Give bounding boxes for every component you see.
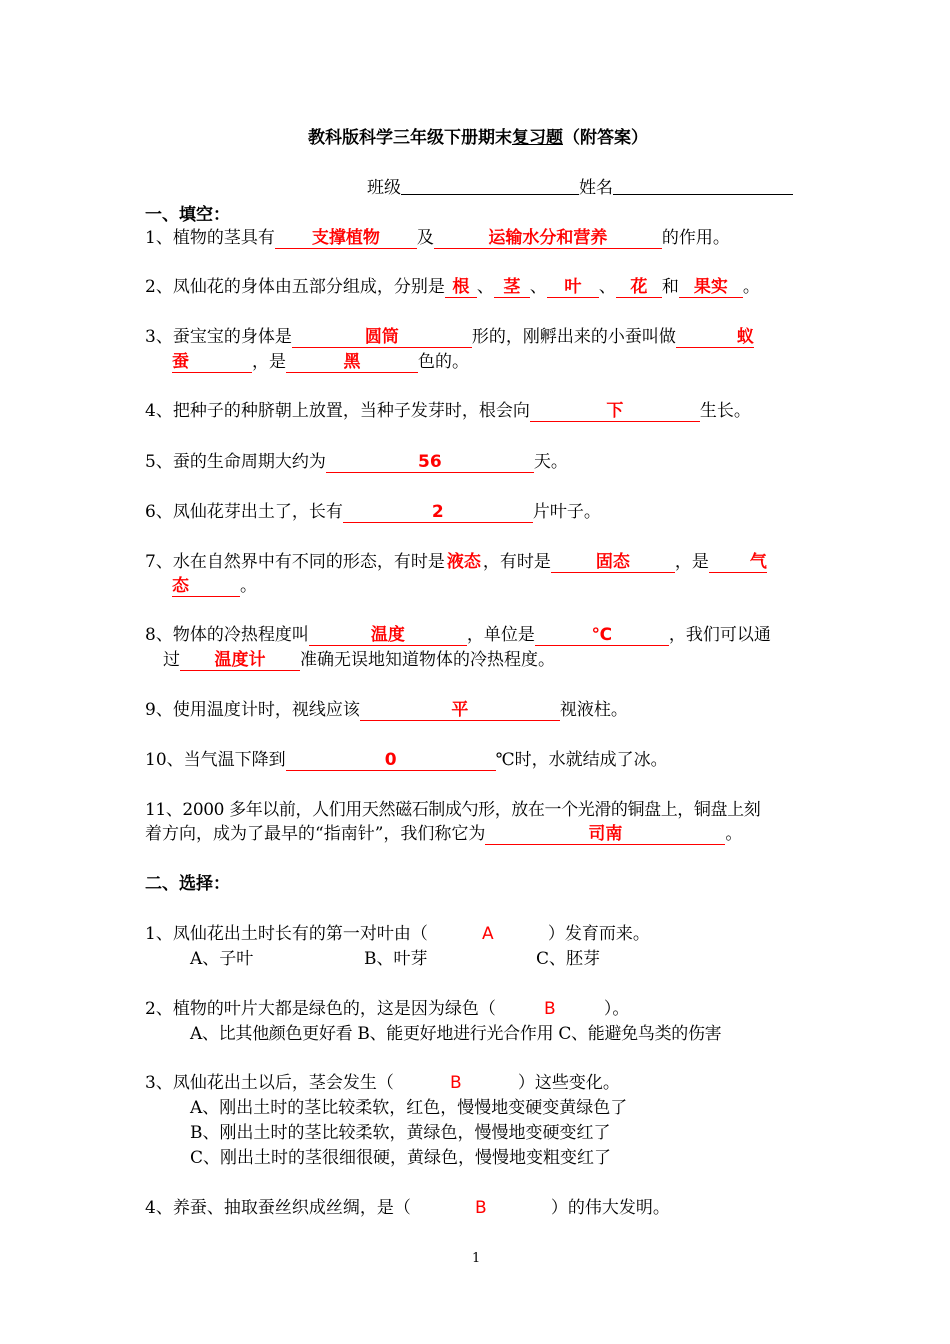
question-fill-9 (145, 699, 628, 721)
q2-answer-3: 叶 (547, 277, 599, 298)
q2-answer-1: 根 (445, 277, 477, 298)
q3-text-b: 形的，刚孵出来的小蚕叫做 (471, 327, 676, 347)
q4-text-b: 生长。 (699, 401, 751, 421)
q4-answer: 下 (530, 401, 700, 422)
q8-text-c: ，我们可以通 (668, 625, 771, 645)
q8-text-e: 准确无误地知道物体的冷热程度。 (300, 650, 555, 670)
q6-text-a: 6、凤仙花芽出土了，长有 (145, 502, 343, 522)
name-label: 姓名 (579, 178, 613, 198)
choice-2-options[interactable]: A、比其他颜色更好看 B、能更好地进行光合作用 C、能避免鸟类的伤害 (190, 1024, 722, 1044)
q7-text-c: ，是 (674, 552, 709, 572)
q2-and: 和 (661, 277, 679, 297)
c4-answer: B (474, 1198, 487, 1218)
q10-text-b: ℃时，水就结成了冰。 (495, 750, 668, 770)
page-number: 1 (472, 1251, 481, 1266)
question-fill-3-cont (172, 351, 469, 373)
q7-answer-2: 固态 (551, 552, 675, 573)
q1-text-c: 的作用。 (661, 228, 730, 248)
q2-answer-2: 茎 (494, 277, 530, 298)
section-heading-choice: 二、选择： (145, 874, 230, 894)
q1-text-a: 1、植物的茎具有 (145, 228, 275, 248)
q8-answer-2: ℃ (535, 625, 669, 646)
q2-end: 。 (742, 277, 760, 297)
question-fill-3 (145, 326, 754, 348)
q6-text-b: 片叶子。 (532, 502, 601, 522)
question-fill-7 (145, 551, 767, 573)
question-fill-5 (145, 451, 568, 473)
q1-text-b: 及 (416, 228, 434, 248)
c1-text-b: ）发育而来。 (547, 924, 650, 944)
q11-answer: 司南 (485, 824, 725, 845)
c1-option-b[interactable]: B、叶芽 (364, 949, 428, 969)
q5-answer: 56 (326, 452, 534, 473)
class-label: 班级 (367, 178, 401, 198)
q1-answer-1 (275, 228, 417, 249)
question-fill-2 (145, 276, 760, 298)
q2-answer-5: 果实 (679, 277, 743, 298)
question-fill-6 (145, 501, 601, 523)
question-choice-1 (145, 923, 650, 945)
question-choice-2 (145, 998, 629, 1020)
q11-text-a: 着方向，成为了最早的“指南针”，我们称它为 (145, 824, 486, 844)
q3-text-c: ，是 (252, 352, 286, 372)
question-fill-10 (145, 749, 668, 771)
question-fill-11: 11、2000 多年以前，人们用天然磁石制成勺形，放在一个光滑的铜盘上，铜盘上刻 (145, 800, 761, 820)
choice-1-options (190, 948, 600, 970)
title-main: 教科版科学三年级下册期末 (308, 128, 512, 148)
section-heading-fill: 一、填空： (145, 205, 230, 225)
c1-option-a[interactable]: A、子叶 (190, 949, 254, 969)
c3-option-a[interactable]: A、刚出土时的茎比较柔软，红色，慢慢地变硬变黄绿色了 (190, 1098, 628, 1118)
q9-answer: 平 (360, 700, 560, 721)
q2-answer-4: 花 (616, 277, 662, 298)
c3-text-b: ）这些变化。 (517, 1073, 620, 1093)
page-title (308, 127, 648, 149)
question-fill-4 (145, 400, 751, 422)
question-fill-8 (145, 624, 771, 646)
q7-answer-1: 液态 (446, 552, 481, 572)
q2-text-a: 2、凤仙花的身体由五部分组成，分别是 (145, 277, 445, 297)
student-info (367, 176, 793, 199)
title-underlined: 复习题 (512, 128, 563, 148)
q7-text-b: ，有时是 (482, 552, 551, 572)
q10-answer: 0 (286, 750, 496, 771)
q3-answer-2a: 蚁 (676, 327, 754, 348)
q7-answer-3b: 态 (172, 576, 240, 597)
q3-answer-2b: 蚕 (172, 352, 252, 373)
question-fill-1 (145, 227, 730, 249)
q2-sep: 、 (476, 277, 494, 297)
q2-sep: 、 (529, 277, 547, 297)
q8-text-a: 8、物体的冷热程度叫 (145, 625, 309, 645)
c2-text-b: ）。 (603, 999, 630, 1019)
c2-text-a: 2、植物的叶片大都是绿色的，这是因为绿色（ (145, 999, 496, 1019)
q7-answer-3a: 气 (709, 552, 767, 573)
q5-text-b: 天。 (533, 452, 568, 472)
q1-answer-2-text: 运输水分和营养 (488, 228, 608, 248)
q8-answer-3: 温度计 (180, 650, 300, 671)
q1-answer-1-text: 支撑植物 (311, 228, 380, 248)
q11-text-b: 。 (725, 824, 743, 844)
c3-text-a: 3、凤仙花出土以后，茎会发生（ (145, 1073, 394, 1093)
q8-answer-1: 温度 (309, 625, 467, 646)
title-suffix: （附答案） (563, 128, 648, 148)
class-field[interactable] (401, 176, 579, 195)
c3-answer: B (449, 1073, 462, 1093)
c4-text-a: 4、养蚕、抽取蚕丝织成丝绸，是（ (145, 1198, 411, 1218)
q8-text-b: ，单位是 (466, 625, 535, 645)
c3-option-b[interactable]: B、刚出土时的茎比较柔软，黄绿色，慢慢地变硬变红了 (190, 1123, 611, 1143)
c3-option-c[interactable]: C、刚出土时的茎很细很硬，黄绿色，慢慢地变粗变红了 (190, 1148, 612, 1168)
q6-answer: 2 (343, 502, 533, 523)
question-choice-4 (145, 1197, 670, 1219)
q1-answer-2 (434, 228, 662, 249)
q3-text-d: 色的。 (418, 352, 469, 372)
question-choice-3 (145, 1072, 620, 1094)
q2-sep: 、 (598, 277, 616, 297)
q7-text-d: 。 (240, 576, 257, 596)
c1-answer: A (482, 924, 494, 944)
q8-text-d: 过 (163, 650, 180, 670)
c1-option-c[interactable]: C、胚芽 (536, 949, 601, 969)
q3-text-a: 3、蚕宝宝的身体是 (145, 327, 292, 347)
q4-text-a: 4、把种子的种脐朝上放置，当种子发芽时，根会向 (145, 401, 530, 421)
question-fill-11-cont (145, 823, 742, 845)
q3-answer-1: 圆筒 (292, 327, 472, 348)
question-fill-8-cont (163, 649, 555, 671)
name-field[interactable] (613, 176, 793, 195)
q3-answer-3: 黑 (286, 352, 418, 373)
q9-text-a: 9、使用温度计时，视线应该 (145, 700, 360, 720)
q10-text-a: 10、当气温下降到 (145, 750, 286, 770)
q7-text-a: 7、水在自然界中有不同的形态，有时是 (145, 552, 445, 572)
q9-text-b: 视液柱。 (559, 700, 628, 720)
q5-text-a: 5、蚕的生命周期大约为 (145, 452, 326, 472)
c1-text-a: 1、凤仙花出土时长有的第一对叶由（ (145, 924, 428, 944)
c4-text-b: ）的伟大发明。 (550, 1198, 670, 1218)
question-fill-7-cont (172, 575, 257, 597)
c2-answer: B (543, 999, 556, 1019)
